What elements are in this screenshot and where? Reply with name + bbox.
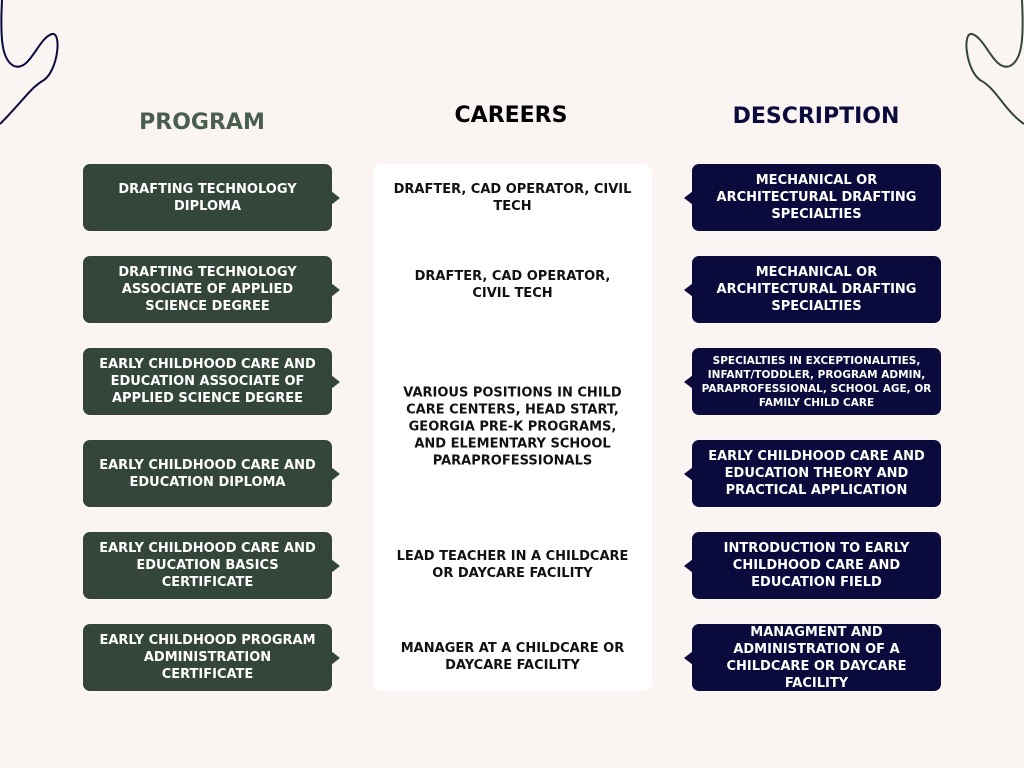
program-box: DRAFTING TECHNOLOGY DIPLOMA [83,164,332,231]
career-text: MANAGER AT A CHILDCARE OR DAYCARE FACILITY [400,641,625,673]
description-box: EARLY CHILDHOOD CARE AND EDUCATION THEORY AND PRACTICAL APPLICATION [692,440,941,507]
program-box: EARLY CHILDHOOD PROGRAM ADMINISTRATION CERTIFICATE [83,624,332,691]
program-box: EARLY CHILDHOOD CARE AND EDUCATION DIPLOMA [83,440,332,507]
career-text: LEAD TEACHER IN A CHILDCARE OR DAYCARE FACILITY [396,549,629,581]
program-box: DRAFTING TECHNOLOGY ASSOCIATE OF APPLIED SCIENCE DEGREE [83,256,332,323]
program-header: PROGRAM [139,110,265,135]
description-box: MECHANICAL OR ARCHITECTURAL DRAFTING SPECIALTIES [692,164,941,231]
program-box: EARLY CHILDHOOD CARE AND EDUCATION BASICS CERTIFICATE [83,532,332,599]
career-text: DRAFTER, CAD OPERATOR, CIVIL TECH [393,182,632,214]
program-box: EARLY CHILDHOOD CARE AND EDUCATION ASSOCIATE OF APPLIED SCIENCE DEGREE [83,348,332,415]
career-text: DRAFTER, CAD OPERATOR, CIVIL TECH [414,269,611,301]
description-box: MANAGMENT AND ADMINISTRATION OF A CHILDCARE OR DAYCARE FACILITY [692,624,941,691]
description-box: INTRODUCTION TO EARLY CHILDHOOD CARE AND EDUCATION FIELD [692,532,941,599]
description-box: SPECIALTIES IN EXCEPTIONALITIES, INFANT/TODDLER, PROGRAM ADMIN, PARAPROFESSIONAL, SCHOOL AGE, OR FAMILY CHILD CARE [692,348,941,415]
description-box: MECHANICAL OR ARCHITECTURAL DRAFTING SPECIALTIES [692,256,941,323]
description-header: DESCRIPTION [732,104,900,129]
careers-header: CAREERS [454,103,568,128]
career-text: VARIOUS POSITIONS IN CHILD CARE CENTERS, HEAD START, GEORGIA PRE-K PROGRAMS, AND ELEMENTARY SCHOOL PARAPROFESSIONALS [403,385,622,469]
